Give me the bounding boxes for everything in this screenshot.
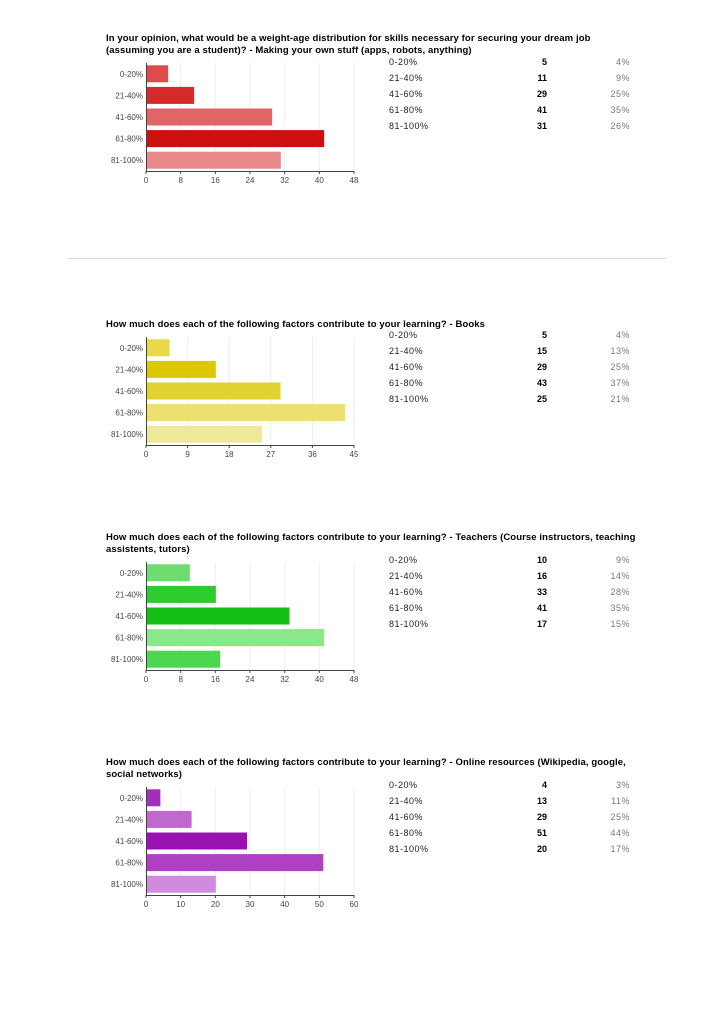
row-category: 81-100%	[389, 394, 429, 404]
row-percent: 13%	[610, 346, 630, 356]
tick-label: 16	[210, 675, 220, 684]
bar	[147, 608, 290, 625]
bar	[147, 87, 195, 104]
question-title: How much does each of the following factors contribute to your learning? - Teachers (Course instructors, teaching assistents, tutors)	[106, 532, 636, 555]
row-count: 5	[541, 330, 547, 340]
bar-chart	[100, 559, 362, 689]
row-category: 21-40%	[389, 571, 424, 581]
response-table	[389, 57, 630, 137]
table-row	[389, 346, 630, 362]
bar-chart	[100, 334, 362, 464]
bar-chart	[100, 784, 362, 914]
row-percent: 9%	[615, 73, 630, 83]
row-percent: 17%	[610, 844, 630, 854]
bar	[147, 789, 161, 806]
bar	[147, 65, 169, 82]
row-count: 43	[536, 378, 547, 388]
row-category: 61-80%	[389, 603, 424, 613]
tick-label: 32	[280, 675, 290, 684]
tick-label: 24	[245, 176, 255, 185]
category-label: 41-60%	[115, 113, 143, 122]
section-divider	[68, 258, 666, 259]
row-percent: 37%	[610, 378, 630, 388]
response-table	[389, 330, 630, 410]
tick-label: 18	[224, 450, 234, 459]
bar	[147, 383, 281, 400]
row-percent: 25%	[610, 362, 630, 372]
row-percent: 26%	[610, 121, 630, 131]
category-label: 41-60%	[115, 837, 143, 846]
table-row	[389, 587, 630, 603]
question-title: How much does each of the following factors contribute to your learning? - Books	[106, 319, 486, 330]
category-label: 21-40%	[115, 365, 143, 375]
tick-label: 20	[210, 900, 220, 909]
row-count: 5	[541, 57, 547, 67]
category-label: 61-80%	[115, 134, 143, 144]
category-label: 0-20%	[119, 568, 143, 578]
row-count: 29	[536, 362, 547, 372]
table-row	[389, 796, 630, 812]
bar	[147, 651, 221, 668]
category-label: 41-60%	[115, 612, 143, 621]
table-row	[389, 73, 630, 89]
category-label: 81-100%	[110, 156, 143, 166]
tick-label: 60	[349, 900, 359, 909]
row-count: 29	[536, 89, 547, 99]
response-table	[389, 780, 630, 860]
tick-label: 0	[143, 176, 149, 185]
table-row	[389, 105, 630, 121]
row-category: 0-20%	[389, 330, 418, 340]
table-row	[389, 57, 630, 73]
bar	[147, 833, 248, 850]
category-label: 21-40%	[115, 590, 143, 600]
table-row	[389, 812, 630, 828]
bar	[147, 361, 216, 378]
table-row	[389, 555, 630, 571]
row-percent: 44%	[610, 828, 630, 838]
row-count: 4	[541, 780, 547, 790]
tick-label: 40	[314, 675, 324, 684]
row-category: 81-100%	[389, 121, 429, 131]
row-percent: 28%	[610, 587, 630, 597]
row-percent: 4%	[615, 57, 630, 67]
row-percent: 35%	[610, 603, 630, 613]
row-count: 11	[537, 73, 547, 83]
tick-label: 9	[185, 450, 190, 459]
chart-svg	[100, 559, 362, 689]
bar	[147, 152, 281, 169]
question-title: In your opinion, what would be a weight-age distribution for skills necessary for securing your dream job (assuming you are a student)? - Making your own stuff (apps, robots, anything)	[106, 33, 591, 56]
row-category: 81-100%	[389, 619, 429, 629]
bar	[147, 109, 273, 126]
bar	[147, 629, 325, 646]
row-count: 17	[536, 619, 547, 629]
tick-label: 8	[178, 675, 183, 684]
category-label: 61-80%	[115, 408, 143, 418]
bar	[147, 130, 325, 147]
row-count: 41	[536, 603, 547, 613]
row-category: 0-20%	[389, 555, 418, 565]
row-percent: 25%	[610, 812, 630, 822]
bar	[147, 876, 216, 893]
table-row	[389, 844, 630, 860]
row-count: 25	[536, 394, 547, 404]
row-percent: 21%	[610, 394, 630, 404]
table-row	[389, 89, 630, 105]
bar	[147, 564, 190, 581]
tick-label: 16	[210, 176, 220, 185]
chart-svg	[100, 334, 362, 464]
row-category: 41-60%	[389, 812, 424, 822]
tick-label: 10	[176, 900, 186, 909]
table-row	[389, 828, 630, 844]
category-label: 21-40%	[115, 815, 143, 825]
tick-label: 30	[245, 900, 255, 909]
row-count: 41	[536, 105, 547, 115]
table-row	[389, 571, 630, 587]
category-label: 61-80%	[115, 858, 143, 868]
tick-label: 27	[266, 450, 276, 459]
bar	[147, 404, 346, 421]
row-category: 21-40%	[389, 796, 424, 806]
row-category: 61-80%	[389, 828, 424, 838]
table-row	[389, 330, 630, 346]
tick-label: 48	[349, 675, 359, 684]
chart-svg	[100, 60, 362, 190]
row-count: 13	[536, 796, 547, 806]
bar	[147, 854, 324, 871]
row-category: 61-80%	[389, 105, 424, 115]
tick-label: 40	[280, 900, 290, 909]
table-row	[389, 121, 630, 137]
bar	[147, 586, 216, 603]
row-percent: 4%	[615, 330, 630, 340]
tick-label: 50	[314, 900, 324, 909]
row-count: 51	[536, 828, 547, 838]
category-label: 81-100%	[110, 880, 143, 890]
tick-label: 48	[349, 176, 359, 185]
category-label: 21-40%	[115, 91, 143, 101]
tick-label: 40	[314, 176, 324, 185]
row-count: 33	[536, 587, 547, 597]
tick-label: 45	[349, 450, 359, 459]
row-category: 41-60%	[389, 362, 424, 372]
table-row	[389, 603, 630, 619]
tick-label: 0	[143, 450, 149, 459]
row-category: 0-20%	[389, 780, 418, 790]
category-label: 0-20%	[119, 343, 143, 353]
bar	[147, 339, 170, 356]
bar	[147, 426, 263, 443]
tick-label: 36	[307, 450, 317, 459]
row-percent: 35%	[610, 105, 630, 115]
tick-label: 24	[245, 675, 255, 684]
row-count: 15	[536, 346, 547, 356]
tick-label: 0	[143, 675, 149, 684]
chart-svg	[100, 784, 362, 914]
table-row	[389, 394, 630, 410]
row-count: 16	[536, 571, 547, 581]
row-percent: 14%	[610, 571, 630, 581]
row-category: 21-40%	[389, 73, 424, 83]
row-count: 20	[536, 844, 547, 854]
category-label: 61-80%	[115, 633, 143, 643]
category-label: 81-100%	[110, 430, 143, 440]
tick-label: 8	[178, 176, 183, 185]
row-category: 41-60%	[389, 587, 424, 597]
tick-label: 32	[280, 176, 290, 185]
category-label: 41-60%	[115, 387, 143, 396]
row-count: 10	[536, 555, 547, 565]
category-label: 81-100%	[110, 655, 143, 665]
table-row	[389, 780, 630, 796]
row-count: 29	[536, 812, 547, 822]
row-percent: 25%	[610, 89, 630, 99]
table-row	[389, 378, 630, 394]
row-category: 0-20%	[389, 57, 418, 67]
row-percent: 11%	[611, 796, 630, 806]
table-row	[389, 619, 630, 635]
question-title: How much does each of the following factors contribute to your learning? - Online resources (Wikipedia, google, social networks)	[106, 757, 626, 780]
row-count: 31	[536, 121, 547, 131]
category-label: 0-20%	[119, 69, 143, 79]
row-category: 81-100%	[389, 844, 429, 854]
tick-label: 0	[143, 900, 149, 909]
row-percent: 15%	[610, 619, 630, 629]
table-row	[389, 362, 630, 378]
row-category: 41-60%	[389, 89, 424, 99]
bar	[147, 811, 192, 828]
row-percent: 3%	[615, 780, 630, 790]
category-label: 0-20%	[119, 793, 143, 803]
response-table	[389, 555, 630, 635]
row-category: 21-40%	[389, 346, 424, 356]
bar-chart	[100, 60, 362, 190]
row-category: 61-80%	[389, 378, 424, 388]
row-percent: 9%	[615, 555, 630, 565]
